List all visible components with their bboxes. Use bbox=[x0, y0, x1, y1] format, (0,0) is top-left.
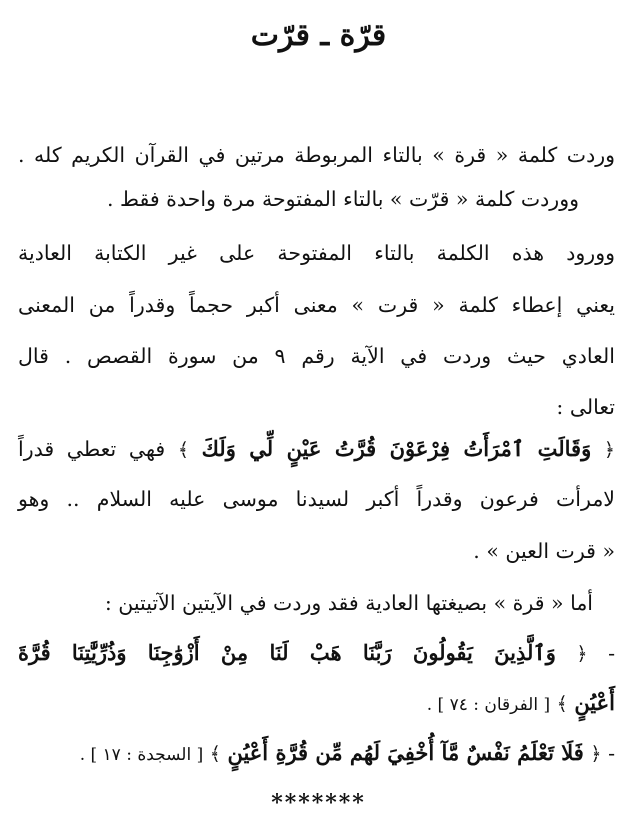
verse-line-3 bbox=[18, 738, 615, 770]
ornate-bracket-open: ﴿ bbox=[603, 439, 615, 461]
text-line: « قرت العين » . bbox=[473, 539, 615, 563]
ornate-bracket-close: ﴾ bbox=[556, 693, 568, 715]
text-line: وردت كلمة « قرة » بالتاء المربوطة مرتين في القرآن الكريم كله . bbox=[18, 143, 615, 167]
verse-reference: [ الفرقان : ٧٤ ] . bbox=[426, 695, 551, 715]
ornate-bracket-close: ﴾ bbox=[209, 743, 221, 765]
verse-line-2-cont bbox=[18, 688, 615, 720]
verse-reference: [ السجدة : ١٧ ] . bbox=[79, 745, 204, 765]
ornate-bracket-open: ﴿ bbox=[590, 743, 602, 765]
quran-verse: وَقَالَتِ ٱمْرَأَتُ فِرْعَوْنَ قُرَّتُ عَيْنٍ لِّي وَلَكَ bbox=[201, 436, 592, 461]
list-dash: - bbox=[608, 641, 615, 665]
text-line: تعالى : bbox=[556, 395, 615, 419]
text-line: العادي حيث وردت في الآية رقم ٩ من سورة القصص . قال bbox=[18, 344, 615, 368]
verse-line-2 bbox=[18, 638, 615, 669]
text-line: يعني إعطاء كلمة « قرت » معنى أكبر حجماً وقدراً من المعنى bbox=[18, 293, 615, 317]
page-title: قرّة ـ قرّت bbox=[250, 18, 387, 53]
verse-line-1 bbox=[18, 434, 615, 465]
quran-verse: وَٱلَّذِينَ يَقُولُونَ رَبَّنَا هَبْ لَنَا مِنْ أَزْوَٰجِنَا وَذُرِّيَّٰتِنَا قُرَّةَ bbox=[18, 640, 556, 665]
text-line: أما « قرة » بصيغتها العادية فقد وردت في الآيتين الآتيتين : bbox=[104, 591, 593, 615]
section-divider: ******* bbox=[271, 790, 366, 816]
text-line: وورود هذه الكلمة بالتاء المفتوحة على غير الكتابة العادية bbox=[18, 241, 615, 265]
ornate-bracket-open: ﴿ bbox=[576, 643, 588, 665]
text-line: لامرأت فرعون وقدراً أكبر لسيدنا موسى عليه السلام .. وهو bbox=[18, 487, 615, 511]
quran-verse: أَعْيُنٍ bbox=[574, 690, 615, 715]
ornate-bracket-close: ﴾ bbox=[177, 439, 189, 461]
verse-commentary: فهي تعطي قدراً bbox=[18, 437, 166, 461]
text-line: ووردت كلمة « قرّت » بالتاء المفتوحة مرة واحدة فقط . bbox=[107, 187, 579, 211]
list-dash: - bbox=[608, 741, 615, 765]
quran-verse: فَلَا تَعْلَمُ نَفْسٌ مَّآ أُخْفِيَ لَهُم مِّن قُرَّةِ أَعْيُنٍ bbox=[227, 740, 584, 765]
